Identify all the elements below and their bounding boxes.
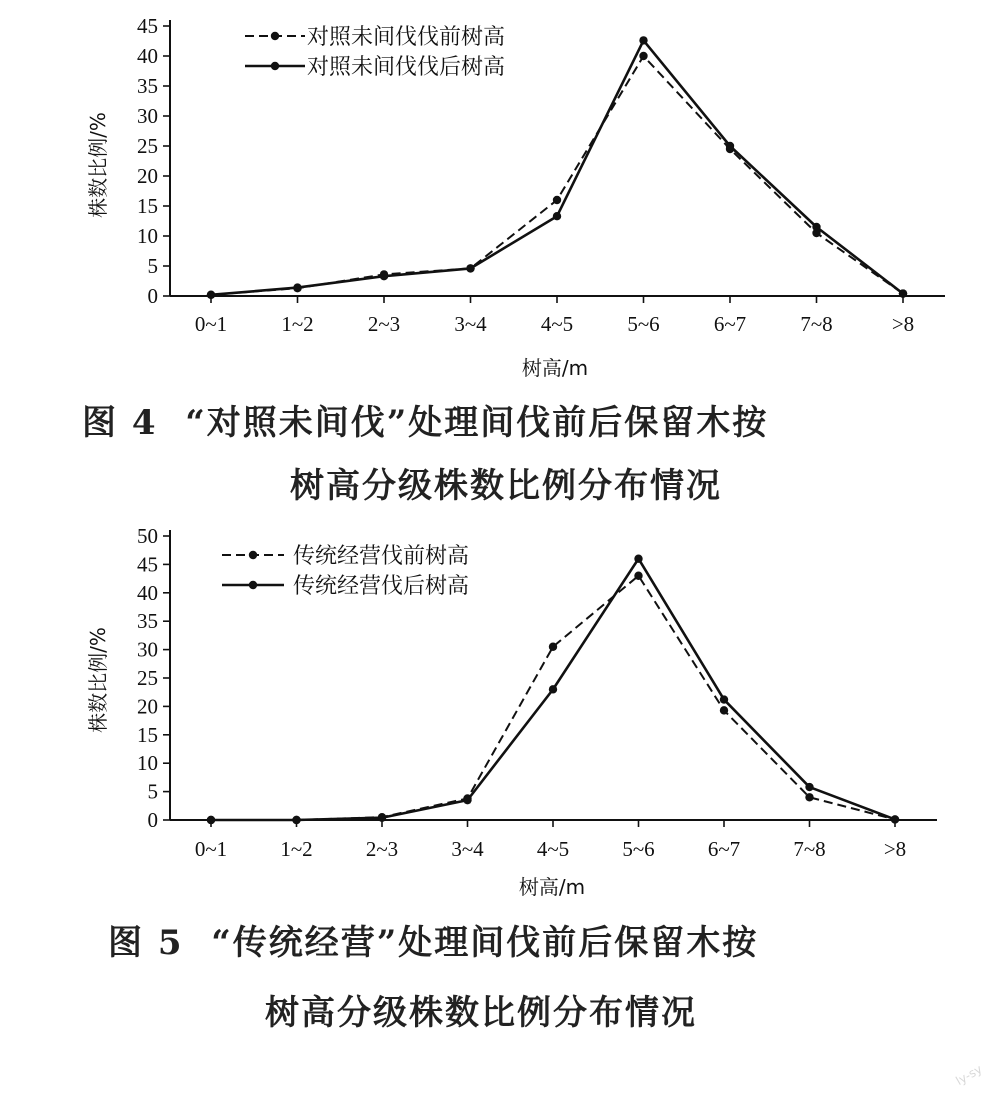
data-point: [805, 793, 813, 801]
y-tick-label: 35: [137, 74, 158, 98]
data-point: [549, 643, 557, 651]
x-axis-title: 树高/m: [521, 356, 589, 380]
x-axis-title: 树高/m: [518, 875, 586, 899]
caption-figure-4-line-2: [290, 458, 722, 507]
x-tick-label: 4~5: [540, 312, 574, 336]
y-tick-label: 15: [137, 722, 158, 747]
y-tick-label: 0: [147, 284, 158, 308]
x-tick-label: 0~1: [194, 312, 228, 336]
data-point: [549, 685, 557, 693]
data-point: [466, 264, 474, 272]
x-tick-label: 3~4: [451, 837, 484, 861]
data-point: [553, 196, 561, 204]
data-point: [634, 555, 642, 563]
legend-label: 传统经营伐后树高: [293, 574, 470, 599]
x-tick-label: 6~7: [713, 312, 747, 336]
x-tick-label: 7~8: [800, 312, 833, 336]
y-tick-label: 5: [147, 779, 158, 804]
y-tick-label: 25: [137, 134, 158, 158]
x-tick-label: 2~3: [365, 837, 399, 861]
caption-figure-4-line-1: [82, 395, 768, 444]
series-line-before-thinning: [211, 56, 903, 295]
chart-figure-5: [86, 524, 937, 899]
y-tick-label: 15: [137, 194, 158, 218]
legend-label: 传统经营伐前树高: [293, 544, 470, 569]
data-point: [380, 272, 388, 280]
data-point: [207, 291, 215, 299]
data-point: [891, 815, 899, 823]
caption-figure-4-title-1: “对照未间伐”处理间伐前后保留木按: [185, 403, 769, 443]
x-tick-label: 2~3: [367, 312, 401, 336]
legend-marker: [249, 581, 257, 589]
data-point: [639, 52, 647, 60]
y-tick-label: 5: [147, 254, 158, 278]
y-axis-title: 株数比例/%: [86, 627, 110, 733]
watermark: ly-sy: [953, 1061, 985, 1089]
data-point: [720, 695, 728, 703]
data-point: [805, 783, 813, 791]
data-point: [207, 816, 215, 824]
data-point: [812, 223, 820, 231]
legend-label: 对照未间伐伐前树高: [307, 25, 506, 50]
data-point: [899, 289, 907, 297]
y-axis-title: 株数比例/%: [86, 112, 110, 218]
x-tick-label: 5~6: [622, 837, 655, 861]
y-tick-label: 20: [137, 164, 158, 188]
legend-label: 对照未间伐伐后树高: [307, 55, 506, 80]
series-line-before-thinning: [211, 576, 895, 820]
x-tick-label: 1~2: [280, 837, 313, 861]
y-tick-label: 25: [137, 666, 158, 690]
y-tick-label: 40: [137, 44, 158, 68]
data-point: [634, 572, 642, 580]
legend-marker: [249, 551, 257, 559]
caption-figure-5-title-1: “传统经营”处理间伐前后保留木按: [211, 923, 759, 963]
y-tick-label: 45: [137, 552, 158, 577]
y-tick-label: 35: [137, 609, 158, 634]
chart-figure-4: [86, 14, 945, 380]
y-tick-label: 30: [137, 104, 158, 128]
x-tick-label: >8: [891, 312, 915, 336]
x-tick-label: >8: [883, 837, 907, 861]
data-point: [553, 212, 561, 220]
data-point: [293, 283, 301, 291]
legend-marker: [271, 32, 279, 40]
data-point: [720, 706, 728, 714]
caption-figure-4-title-2: 树高分级株数比例分布情况: [290, 466, 722, 506]
caption-figure-5-title-2: 树高分级株数比例分布情况: [265, 993, 697, 1033]
x-tick-label: 5~6: [627, 312, 660, 336]
data-point: [639, 36, 647, 44]
x-tick-label: 7~8: [793, 837, 826, 861]
y-tick-label: 0: [147, 808, 158, 832]
data-point: [726, 142, 734, 150]
caption-figure-5-line-1: [108, 915, 758, 964]
y-tick-label: 20: [137, 694, 158, 719]
x-tick-label: 1~2: [281, 312, 314, 336]
y-tick-label: 10: [137, 224, 158, 248]
data-point: [292, 816, 300, 824]
x-tick-label: 3~4: [454, 312, 487, 336]
caption-figure-5-line-2: [265, 985, 697, 1034]
y-tick-label: 10: [137, 751, 158, 776]
data-point: [378, 814, 386, 822]
y-tick-label: 30: [137, 637, 158, 662]
caption-figure-5-label: 图 5: [108, 923, 184, 963]
data-point: [463, 796, 471, 804]
legend-marker: [271, 62, 279, 70]
x-tick-label: 0~1: [194, 837, 228, 861]
y-tick-label: 45: [137, 14, 158, 38]
x-tick-label: 4~5: [536, 837, 570, 861]
x-tick-label: 6~7: [707, 837, 741, 861]
y-tick-label: 40: [137, 580, 158, 605]
caption-figure-4-label: 图 4: [82, 403, 158, 443]
y-tick-label: 50: [137, 524, 158, 548]
